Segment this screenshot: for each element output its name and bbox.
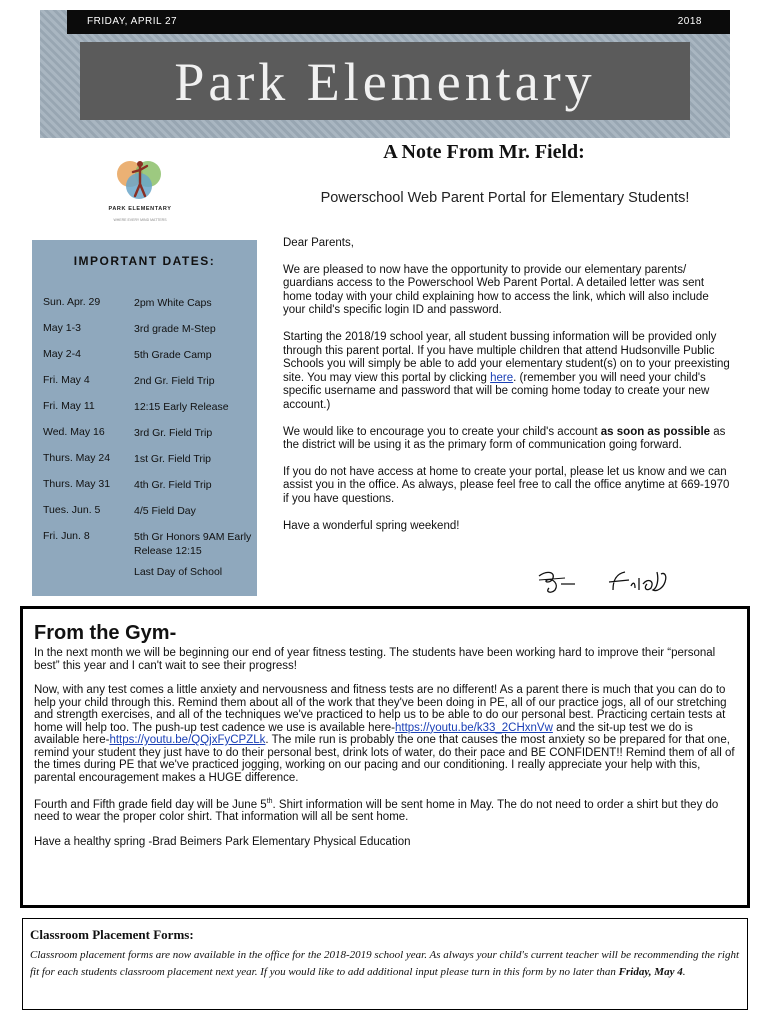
event-label: 4th Gr. Field Trip bbox=[134, 479, 212, 491]
date-label: May 2-4 bbox=[43, 348, 81, 360]
date-label: Fri. May 4 bbox=[43, 374, 90, 386]
school-logo bbox=[100, 152, 180, 232]
gym-paragraph: Fourth and Fifth grade field day will be June 5th. Shirt information will be sent home in May. The do not need to order a shirt but they do need to wear the proper color shirt. That information will all be sent home. bbox=[34, 798, 719, 824]
header-banner bbox=[40, 10, 730, 138]
date-label: Sun. Apr. 29 bbox=[43, 296, 101, 308]
date-label: May 1-3 bbox=[43, 322, 81, 334]
classroom-text: Classroom placement forms are now available in the office for the 2018-2019 school year. As always your child's current teacher will be recommending the right fit for each students classroom placement next year. If you would like to add additional input please turn in this form by no later than Friday, May 4. bbox=[30, 949, 740, 978]
logo-name: PARK ELEMENTARY bbox=[108, 206, 172, 212]
event-label: 5th Grade Camp bbox=[134, 349, 212, 361]
event-label: Last Day of School bbox=[134, 566, 223, 578]
date-label: Fri. Jun. 8 bbox=[43, 530, 90, 542]
newsletter-title: Park Elementary bbox=[174, 52, 596, 112]
date-label: Wed. May 16 bbox=[43, 426, 105, 438]
issue-year: 2018 bbox=[677, 16, 702, 27]
issue-date: FRIDAY, APRIL 27 bbox=[87, 16, 178, 27]
letter-paragraph: We would like to encourage you to create your child's account as soon as possible as the district will be using it as the primary form of communication going forward. bbox=[283, 425, 726, 452]
gym-signoff: Have a healthy spring -Brad Beimers Park Elementary Physical Education bbox=[34, 835, 411, 848]
gym-title: From the Gym- bbox=[34, 622, 177, 644]
event-label: 4/5 Field Day bbox=[134, 505, 196, 517]
note-title: A Note From Mr. Field: bbox=[383, 141, 585, 163]
letter-body bbox=[283, 237, 730, 546]
date-label: Thurs. May 31 bbox=[43, 478, 111, 490]
gym-paragraph: Now, with any test comes a little anxiety and nervousness and fitness tests are no different! As a parent there is much that you can do to help your child through this. Remind them about all of the work that they've been doing in PE, all of our practice jogs, all of our stretching and strength exercises, and all of the techniques we've practiced to help us to be able to do our personal best. Practicing certain tests at home will help too. The push-up test cadence we use is available here-https://youtu.be/k33_2CHxnVw and the sit-up test we do is available here-https://youtu.be/QQjxFyCPZLk. The mile run is probably the one that causes the most anxiety so be prepared for that one, remind your student they just have to do their personal best, drink lots of water, do their pace and BE CONFIDENT!! Remind them of all of the times during PE that we've practiced jogging, working on our pacing and our conditioning. I really appreciate your help with this, parental encouragement makes a HUGE difference. bbox=[34, 684, 735, 784]
school-logo-icon bbox=[100, 152, 180, 206]
event-label: 12:15 Early Release bbox=[134, 401, 229, 413]
date-label: Tues. Jun. 5 bbox=[43, 504, 101, 516]
letter-paragraph: Starting the 2018/19 school year, all student bussing information will be provided only through this parent portal. If you have multiple children that attend Hudsonville Public Schools you will simply be able to add your elementary student(s) on to your preexisting site. You may view this portal by clicking here. (remember you will need your child's specific username and password that will be coming home today to create your new account.) bbox=[283, 330, 730, 411]
title-box bbox=[80, 42, 690, 120]
event-label: 1st Gr. Field Trip bbox=[134, 453, 212, 465]
event-label: 2nd Gr. Field Trip bbox=[134, 375, 215, 387]
date-bar bbox=[67, 10, 730, 34]
logo-tagline: WHERE EVERY MIND MATTERS bbox=[113, 218, 167, 222]
important-dates-heading: IMPORTANT DATES: bbox=[73, 254, 216, 268]
classroom-placement-section bbox=[22, 918, 748, 1010]
situp-video-link[interactable]: https://youtu.be/QQjxFyCPZLk bbox=[109, 734, 266, 746]
letter-paragraph: We are pleased to now have the opportunity to provide our elementary parents/ guardians access to the Powerschool Web Parent Portal. A detailed letter was sent home today with your child explaining how to access the link, which will also include your child's specific login ID and password. bbox=[283, 263, 709, 317]
event-label: 3rd Gr. Field Trip bbox=[134, 427, 213, 439]
gym-body bbox=[34, 647, 740, 860]
event-label: 2pm White Caps bbox=[134, 297, 212, 309]
portal-link[interactable]: here bbox=[490, 371, 514, 384]
signature-image bbox=[535, 568, 685, 598]
important-dates-panel bbox=[32, 240, 257, 596]
gym-paragraph: In the next month we will be beginning our end of year fitness testing. The students have been working hard to improve their “personal best” this year and I can't wait to see their progress! bbox=[34, 647, 716, 672]
event-label: 3rd grade M-Step bbox=[134, 323, 216, 335]
classroom-title: Classroom Placement Forms: bbox=[30, 927, 194, 942]
pushup-video-link[interactable]: https://youtu.be/k33_2CHxnVw bbox=[394, 721, 553, 734]
letter-greeting: Dear Parents, bbox=[283, 237, 354, 249]
note-subtitle: Powerschool Web Parent Portal for Elementary Students! bbox=[320, 190, 690, 206]
date-label: Fri. May 11 bbox=[43, 400, 95, 412]
date-label: Thurs. May 24 bbox=[43, 452, 111, 464]
letter-paragraph: If you do not have access at home to create your portal, please let us know and we can assist you in the office. As always, please feel free to call the office anytime at 669-1970 if you have questions. bbox=[283, 465, 730, 505]
letter-closing: Have a wonderful spring weekend! bbox=[283, 519, 460, 532]
gym-section bbox=[20, 606, 750, 908]
event-label: 5th Gr Honors 9AM Early Release 12:15 bbox=[134, 531, 252, 557]
